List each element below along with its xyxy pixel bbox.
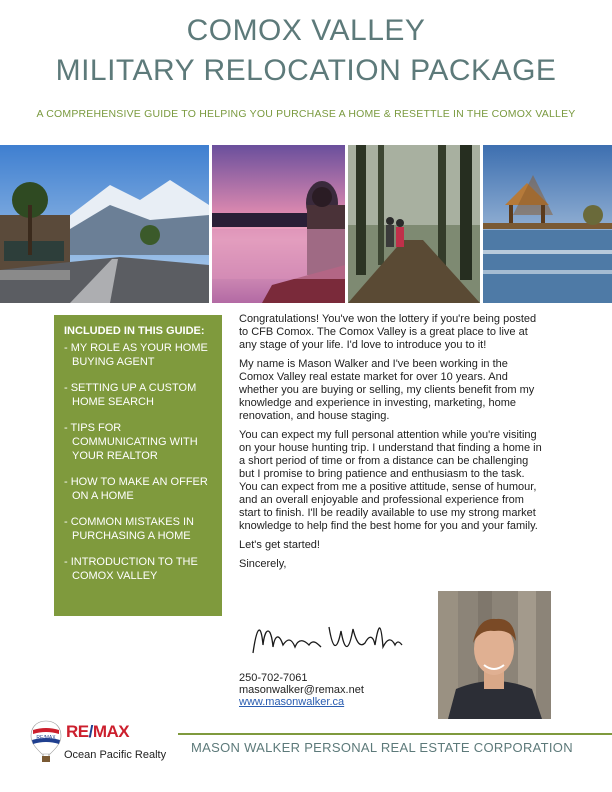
page-subtitle: A COMPREHENSIVE GUIDE TO HELPING YOU PURCHASE A HOME & RESETTLE IN THE COMOX VALLEY [36, 108, 576, 120]
contact-block [239, 672, 364, 708]
svg-text:RE/MAX: RE/MAX [36, 735, 56, 741]
agent-headshot [438, 591, 551, 719]
letter-body [239, 313, 545, 577]
photo-kayaker-sunset [212, 145, 345, 303]
photo-forest-walkers [348, 145, 480, 303]
letter-paragraph-2: My name is Mason Walker and I've been working in the Comox Valley real estate market for over 10 years. And whether you are buying or selling, my clients benefit from my knowledge and experience in investing, marketing, home renovation, and house staging. [239, 358, 535, 422]
guide-item-role: - MY ROLE AS YOUR HOME BUYING AGENT [64, 342, 208, 368]
remax-wordmark: RE/MAX [66, 722, 130, 741]
letter-paragraph-4: Let's get started! [239, 539, 320, 551]
contact-phone: 250-702-7061 [239, 672, 308, 684]
contact-website-link[interactable]: www.masonwalker.ca [239, 696, 345, 708]
footer-divider [178, 733, 612, 735]
guide-item-tips: - TIPS FOR COMMUNICATING WITH YOUR REALTOR [64, 422, 198, 462]
page-title-line1: COMOX VALLEY [186, 14, 426, 47]
page-title-line2: MILITARY RELOCATION PACKAGE [55, 54, 557, 87]
letter-paragraph-1: Congratulations! You've won the lottery if you're being posted to CFB Comox. The Comox Valley is a great place to live at any stage of your life. I'd love to introduce you to it! [239, 313, 537, 351]
guide-list [64, 341, 214, 583]
photo-street-mountains [0, 145, 209, 303]
corporation-name: MASON WALKER PERSONAL REAL ESTATE CORPORATION [191, 740, 573, 755]
remax-balloon-icon [30, 720, 62, 766]
brokerage-name: Ocean Pacific Realty [64, 749, 167, 761]
letter-paragraph-3: You can expect my full personal attention while you're visiting on your house hunting trip. I understand that finding a home in a short period of time or from a distance can be challenging but I promise to bring patience and enthusiasm to the task. You can expect from me a positive attitude, sense of humour, and an overall enjoyable and professional experience from start to finish. I'll be readily available to use my strong market knowledge to help find the best home for you and your family. [239, 429, 542, 532]
contact-email: masonwalker@remax.net [239, 684, 364, 696]
letter-closing: Sincerely, [239, 558, 287, 570]
guide-contents-box [54, 315, 222, 616]
guide-item-search: - SETTING UP A CUSTOM HOME SEARCH [64, 382, 197, 408]
guide-item-intro: - INTRODUCTION TO THE COMOX VALLEY [64, 556, 198, 582]
guide-item-mistakes: - COMMON MISTAKES IN PURCHASING A HOME [64, 516, 194, 542]
photo-gazebo-water [483, 145, 612, 303]
guide-heading: INCLUDED IN THIS GUIDE: [64, 325, 205, 337]
signature [249, 615, 404, 663]
guide-item-offer: - HOW TO MAKE AN OFFER ON A HOME [64, 476, 208, 502]
